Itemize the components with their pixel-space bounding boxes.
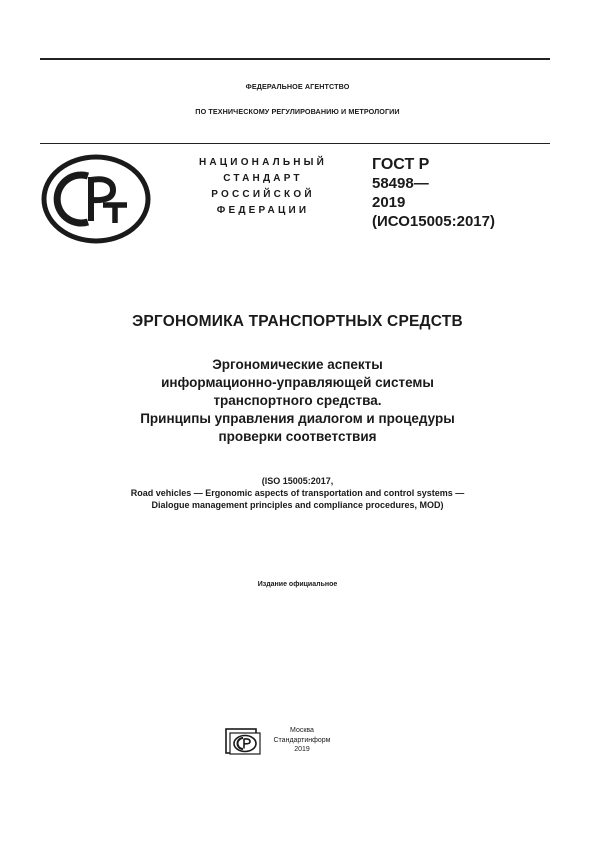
document-subtitle xyxy=(40,356,555,446)
national-standard-line-2: СТАНДАРТ xyxy=(223,173,303,184)
publisher-block xyxy=(262,726,342,755)
iso-reference-line-1: (ISO 15005:2017, xyxy=(261,476,334,486)
agency-name-line-1: ФЕДЕРАЛЬНОЕ АГЕНТСТВО xyxy=(245,82,350,91)
national-standard-line-1: НАЦИОНАЛЬНЫЙ xyxy=(198,157,328,168)
document-title: ЭРГОНОМИКА ТРАНСПОРТНЫХ СРЕДСТВ xyxy=(132,313,463,330)
iso-reference xyxy=(40,475,555,511)
agency-name-line-2: ПО ТЕХНИЧЕСКОМУ РЕГУЛИРОВАНИЮ И МЕТРОЛОГИИ xyxy=(195,107,400,116)
subtitle-line-2: информационно-управляющей системы xyxy=(161,375,434,390)
standartinform-logo-icon xyxy=(223,726,263,756)
designation-line-1: ГОСТ Р xyxy=(372,156,430,173)
designation-line-3: 2019 xyxy=(372,194,406,211)
publisher-name: Стандартинформ xyxy=(273,736,331,744)
edition-note: Издание официальное xyxy=(257,581,338,588)
national-standard-line-3: РОССИЙСКОЙ xyxy=(211,189,315,200)
publisher-year: 2019 xyxy=(294,746,310,753)
subtitle-line-5: проверки соответствия xyxy=(218,429,377,444)
designation-line-4: (ИСО15005:2017) xyxy=(372,213,495,230)
rst-certification-mark-icon xyxy=(41,153,151,245)
header-rule xyxy=(40,143,550,144)
top-rule xyxy=(40,58,550,60)
iso-reference-line-3: Dialogue management principles and compliance procedures, MOD) xyxy=(151,500,444,510)
iso-reference-line-2: Road vehicles — Ergonomic aspects of transportation and control systems — xyxy=(130,488,465,498)
subtitle-line-3: транспортного средства. xyxy=(213,393,382,408)
subtitle-line-1: Эргономические аспекты xyxy=(212,357,383,372)
subtitle-line-4: Принципы управления диалогом и процедуры xyxy=(140,411,455,426)
national-standard-line-4: ФЕДЕРАЦИИ xyxy=(216,205,310,216)
standard-designation xyxy=(372,155,542,231)
publisher-city: Москва xyxy=(290,727,314,734)
designation-line-2: 58498— xyxy=(372,175,429,192)
national-standard-label xyxy=(168,155,358,219)
